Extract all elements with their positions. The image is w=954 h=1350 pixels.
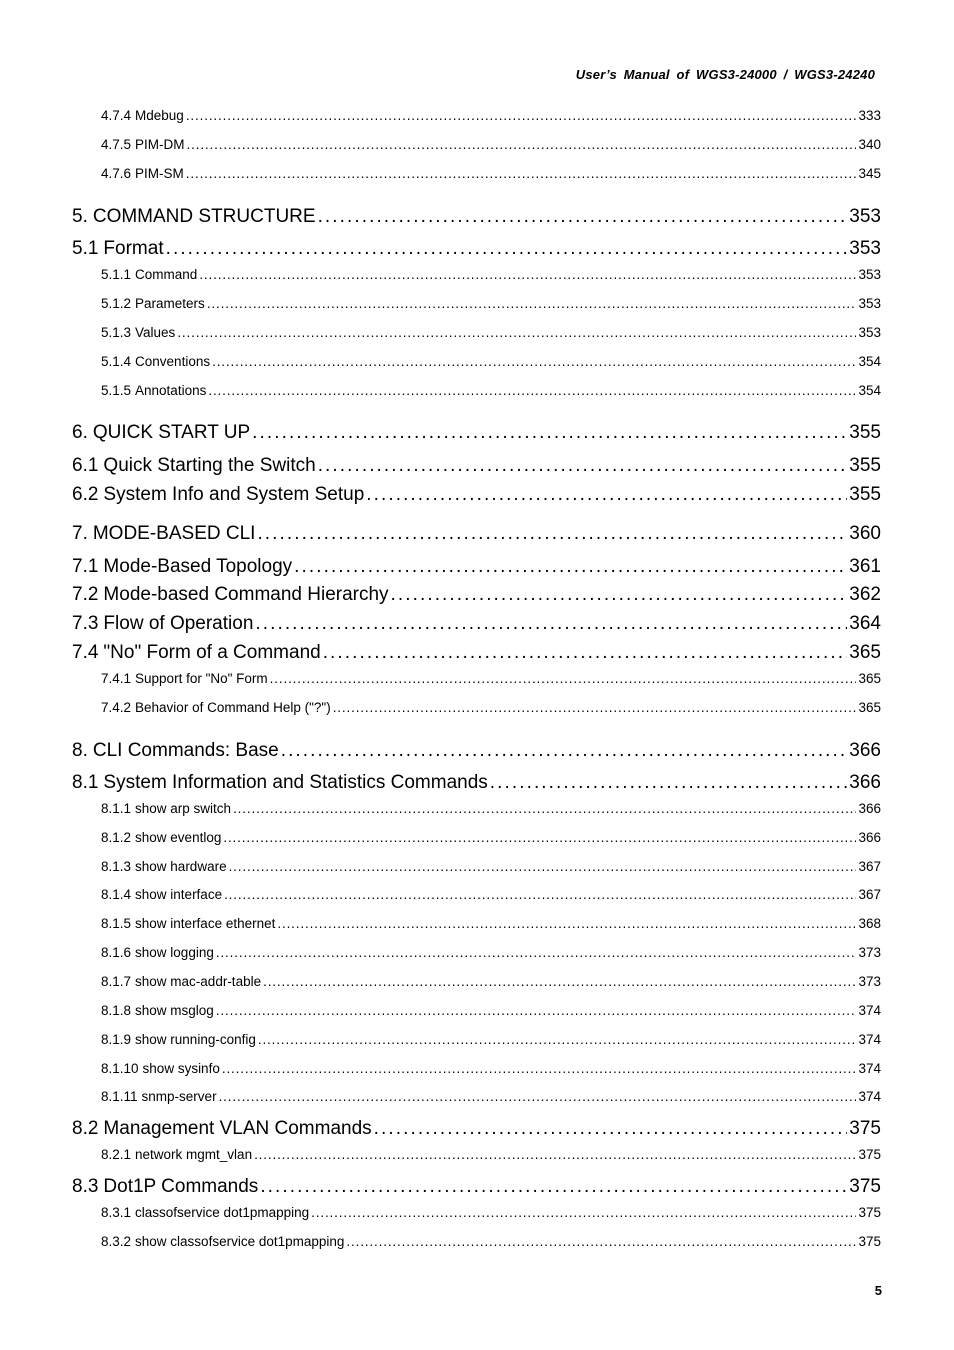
toc-section[interactable] bbox=[101, 137, 881, 152]
page-number: 5 bbox=[874, 1283, 882, 1298]
toc-dot-leader bbox=[187, 137, 857, 152]
toc-dot-leader bbox=[294, 556, 847, 578]
toc-number: 5.1 bbox=[72, 238, 99, 259]
toc-number: 8.2.1 bbox=[101, 1147, 132, 1162]
toc-page-number: 355 bbox=[849, 455, 881, 476]
toc-section[interactable] bbox=[101, 267, 881, 282]
toc-dot-leader bbox=[257, 523, 847, 545]
toc-dot-leader bbox=[223, 830, 856, 845]
toc-title: Values bbox=[135, 325, 176, 340]
toc-number: 8.1.2 bbox=[101, 830, 132, 845]
toc-section[interactable] bbox=[101, 1234, 881, 1249]
toc-title: show sysinfo bbox=[142, 1061, 220, 1076]
toc-page-number: 353 bbox=[849, 238, 881, 259]
toc-dot-leader bbox=[166, 238, 848, 260]
toc-number: 7.2 bbox=[72, 584, 99, 605]
toc-page-number: 367 bbox=[858, 887, 881, 902]
toc-title: Annotations bbox=[135, 383, 207, 398]
toc-title: show logging bbox=[135, 945, 214, 960]
toc-title: Parameters bbox=[135, 296, 205, 311]
toc-section[interactable] bbox=[101, 859, 881, 874]
toc-dot-leader bbox=[254, 1147, 856, 1162]
toc-page-number: 373 bbox=[858, 974, 881, 989]
toc-title: PIM-SM bbox=[135, 166, 184, 181]
toc-dot-leader bbox=[216, 945, 857, 960]
toc-page-number: 374 bbox=[858, 1032, 881, 1047]
toc-title: show arp switch bbox=[135, 801, 232, 816]
toc-section[interactable] bbox=[101, 296, 881, 311]
toc-title: System Information and Statistics Commands bbox=[103, 772, 488, 793]
toc-section[interactable] bbox=[101, 887, 881, 902]
toc-page-number: 355 bbox=[849, 484, 881, 505]
toc-chapter[interactable] bbox=[72, 206, 881, 228]
toc-number: 8.1.11 bbox=[101, 1089, 138, 1104]
toc-page-number: 362 bbox=[849, 584, 881, 605]
toc-page-number: 353 bbox=[858, 325, 881, 340]
toc-section[interactable] bbox=[101, 801, 881, 816]
toc-title: QUICK START UP bbox=[92, 422, 251, 443]
toc-page-number: 365 bbox=[849, 642, 881, 663]
toc-number: 6.2 bbox=[72, 484, 99, 505]
toc-page-number: 366 bbox=[858, 830, 881, 845]
toc-number: 5.1.4 bbox=[101, 354, 132, 369]
toc-dot-leader bbox=[255, 613, 847, 635]
toc-section[interactable] bbox=[101, 1147, 881, 1162]
toc-section[interactable] bbox=[101, 916, 881, 931]
toc-title: "No" Form of a Command bbox=[103, 642, 321, 663]
toc-chapter[interactable] bbox=[72, 422, 881, 444]
toc-dot-leader bbox=[333, 700, 857, 715]
toc-number: 5.1.1 bbox=[101, 267, 132, 282]
toc-dot-leader bbox=[281, 740, 848, 762]
toc-number: 7. bbox=[72, 523, 88, 544]
toc-chapter[interactable] bbox=[72, 484, 881, 506]
toc-section[interactable] bbox=[101, 325, 881, 340]
toc-page-number: 340 bbox=[858, 137, 881, 152]
toc-number: 4.7.4 bbox=[101, 108, 132, 123]
toc-page-number: 361 bbox=[849, 556, 881, 577]
toc-dot-leader bbox=[219, 1089, 857, 1104]
toc-title: show eventlog bbox=[135, 830, 222, 845]
toc-number: 8.3.1 bbox=[101, 1205, 132, 1220]
toc-page-number: 375 bbox=[858, 1234, 881, 1249]
toc-page-number: 353 bbox=[858, 267, 881, 282]
toc-dot-leader bbox=[318, 455, 848, 477]
toc-dot-leader bbox=[224, 887, 856, 902]
toc-page-number: 366 bbox=[849, 740, 881, 761]
toc-number: 8.1.3 bbox=[101, 859, 132, 874]
toc-page-number: 360 bbox=[849, 523, 881, 544]
toc-page-number: 366 bbox=[849, 772, 881, 793]
toc-title: Behavior of Command Help ("?") bbox=[135, 700, 331, 715]
toc-page-number: 365 bbox=[858, 671, 881, 686]
toc-number: 5.1.2 bbox=[101, 296, 132, 311]
toc-title: Format bbox=[103, 238, 164, 259]
toc-dot-leader bbox=[311, 1205, 856, 1220]
toc-number: 5.1.5 bbox=[101, 383, 132, 398]
toc-page-number: 345 bbox=[858, 166, 881, 181]
toc-number: 7.1 bbox=[72, 556, 99, 577]
toc-dot-leader bbox=[212, 354, 856, 369]
toc-page-number: 333 bbox=[858, 108, 881, 123]
toc-section[interactable] bbox=[101, 1061, 881, 1076]
toc-number: 5.1.3 bbox=[101, 325, 132, 340]
toc-title: show interface ethernet bbox=[135, 916, 276, 931]
toc-title: MODE-BASED CLI bbox=[92, 523, 256, 544]
toc-title: Command bbox=[135, 267, 198, 282]
toc-section[interactable] bbox=[101, 974, 881, 989]
toc-page-number: 354 bbox=[858, 383, 881, 398]
toc-number: 8.1.4 bbox=[101, 887, 132, 902]
toc-dot-leader bbox=[208, 383, 856, 398]
toc-number: 8.1.10 bbox=[101, 1061, 139, 1076]
toc-page-number: 355 bbox=[849, 422, 881, 443]
toc-chapter[interactable] bbox=[72, 523, 881, 545]
toc-title: Flow of Operation bbox=[103, 613, 254, 634]
toc-title: network mgmt_vlan bbox=[135, 1147, 253, 1162]
toc-title: show hardware bbox=[135, 859, 227, 874]
toc-number: 8.1.7 bbox=[101, 974, 132, 989]
toc-page-number: 375 bbox=[849, 1118, 881, 1139]
toc-number: 6. bbox=[72, 422, 88, 443]
toc-page-number: 364 bbox=[849, 613, 881, 634]
toc-title: Conventions bbox=[135, 354, 211, 369]
toc-title: Dot1P Commands bbox=[103, 1176, 259, 1197]
toc-dot-leader bbox=[207, 296, 857, 311]
toc-dot-leader bbox=[260, 1176, 847, 1198]
toc-page-number: 354 bbox=[858, 354, 881, 369]
toc-title: classofservice dot1pmapping bbox=[135, 1205, 310, 1220]
toc-chapter[interactable] bbox=[72, 613, 881, 635]
toc-number: 8.2 bbox=[72, 1118, 99, 1139]
toc-title: show running-config bbox=[135, 1032, 256, 1047]
toc-chapter[interactable] bbox=[72, 238, 881, 260]
toc-dot-leader bbox=[216, 1003, 857, 1018]
toc-page-number: 375 bbox=[858, 1205, 881, 1220]
toc-section[interactable] bbox=[101, 1205, 881, 1220]
toc-number: 7.4 bbox=[72, 642, 99, 663]
toc-section[interactable] bbox=[101, 945, 881, 960]
toc-number: 8.3.2 bbox=[101, 1234, 132, 1249]
toc-title: Support for "No" Form bbox=[135, 671, 268, 686]
toc-section[interactable] bbox=[101, 1032, 881, 1047]
toc-section[interactable] bbox=[101, 354, 881, 369]
toc-page-number: 367 bbox=[858, 859, 881, 874]
toc-dot-leader bbox=[346, 1234, 856, 1249]
toc-section[interactable] bbox=[101, 700, 881, 715]
toc-section[interactable] bbox=[101, 1089, 881, 1104]
toc-title: Mode-based Command Hierarchy bbox=[103, 584, 389, 605]
toc-dot-leader bbox=[229, 859, 857, 874]
toc-page-number: 353 bbox=[858, 296, 881, 311]
toc-dot-leader bbox=[374, 1118, 848, 1140]
toc-chapter[interactable] bbox=[72, 556, 881, 578]
toc-section[interactable] bbox=[101, 1003, 881, 1018]
toc-dot-leader bbox=[263, 974, 856, 989]
toc-number: 8.3 bbox=[72, 1176, 99, 1197]
toc-page-number: 375 bbox=[849, 1176, 881, 1197]
toc-number: 4.7.5 bbox=[101, 137, 132, 152]
toc-number: 4.7.6 bbox=[101, 166, 132, 181]
toc-title: Quick Starting the Switch bbox=[103, 455, 316, 476]
toc-page-number: 368 bbox=[858, 916, 881, 931]
toc-title: System Info and System Setup bbox=[103, 484, 365, 505]
toc-title: snmp-server bbox=[141, 1089, 217, 1104]
toc-number: 5. bbox=[72, 206, 88, 227]
toc-number: 7.3 bbox=[72, 613, 99, 634]
toc-title: COMMAND STRUCTURE bbox=[92, 206, 316, 227]
toc-section[interactable] bbox=[101, 383, 881, 398]
toc-number: 7.4.1 bbox=[101, 671, 132, 686]
toc-dot-leader bbox=[177, 325, 856, 340]
toc-dot-leader bbox=[199, 267, 856, 282]
toc-dot-leader bbox=[391, 584, 848, 606]
toc-dot-leader bbox=[233, 801, 856, 816]
toc-section[interactable] bbox=[101, 830, 881, 845]
toc-chapter[interactable] bbox=[72, 584, 881, 606]
toc-page-number: 353 bbox=[849, 206, 881, 227]
toc-dot-leader bbox=[222, 1061, 857, 1076]
toc-title: show interface bbox=[135, 887, 223, 902]
toc-number: 6.1 bbox=[72, 455, 99, 476]
toc-page-number: 374 bbox=[858, 1061, 881, 1076]
toc-number: 8. bbox=[72, 740, 88, 761]
toc-chapter[interactable] bbox=[72, 1118, 881, 1140]
toc-number: 8.1.6 bbox=[101, 945, 132, 960]
toc-number: 8.1.8 bbox=[101, 1003, 132, 1018]
toc-page-number: 374 bbox=[858, 1003, 881, 1018]
toc-section[interactable] bbox=[101, 166, 881, 181]
toc-chapter[interactable] bbox=[72, 642, 881, 664]
toc-title: Mode-Based Topology bbox=[103, 556, 293, 577]
toc-page-number: 366 bbox=[858, 801, 881, 816]
toc-dot-leader bbox=[186, 166, 857, 181]
toc-dot-leader bbox=[277, 916, 856, 931]
toc-number: 8.1 bbox=[72, 772, 99, 793]
toc-chapter[interactable] bbox=[72, 1176, 881, 1198]
toc-chapter[interactable] bbox=[72, 740, 881, 762]
toc-section[interactable] bbox=[101, 108, 881, 123]
toc-title: Management VLAN Commands bbox=[103, 1118, 372, 1139]
toc-chapter[interactable] bbox=[72, 455, 881, 477]
toc-number: 7.4.2 bbox=[101, 700, 132, 715]
toc-dot-leader bbox=[252, 422, 847, 444]
toc-title: show classofservice dot1pmapping bbox=[135, 1234, 345, 1249]
toc-dot-leader bbox=[366, 484, 847, 506]
toc-section[interactable] bbox=[101, 671, 881, 686]
toc-dot-leader bbox=[318, 206, 848, 228]
toc-page-number: 373 bbox=[858, 945, 881, 960]
toc-number: 8.1.9 bbox=[101, 1032, 132, 1047]
toc-dot-leader bbox=[323, 642, 848, 664]
toc-dot-leader bbox=[490, 772, 848, 794]
toc-title: show mac-addr-table bbox=[135, 974, 262, 989]
toc-number: 8.1.5 bbox=[101, 916, 132, 931]
toc-dot-leader bbox=[270, 671, 857, 686]
toc-title: show msglog bbox=[135, 1003, 214, 1018]
toc-dot-leader bbox=[186, 108, 857, 123]
toc-page-number: 375 bbox=[858, 1147, 881, 1162]
toc-title: CLI Commands: Base bbox=[92, 740, 279, 761]
page-header: User’s Manual of WGS3-24000 / WGS3-24240 bbox=[575, 67, 875, 82]
toc-page-number: 374 bbox=[858, 1089, 881, 1104]
toc-dot-leader bbox=[258, 1032, 857, 1047]
toc-page-number: 365 bbox=[858, 700, 881, 715]
toc-number: 8.1.1 bbox=[101, 801, 132, 816]
toc-chapter[interactable] bbox=[72, 772, 881, 794]
toc-title: PIM-DM bbox=[135, 137, 185, 152]
toc-title: Mdebug bbox=[135, 108, 184, 123]
